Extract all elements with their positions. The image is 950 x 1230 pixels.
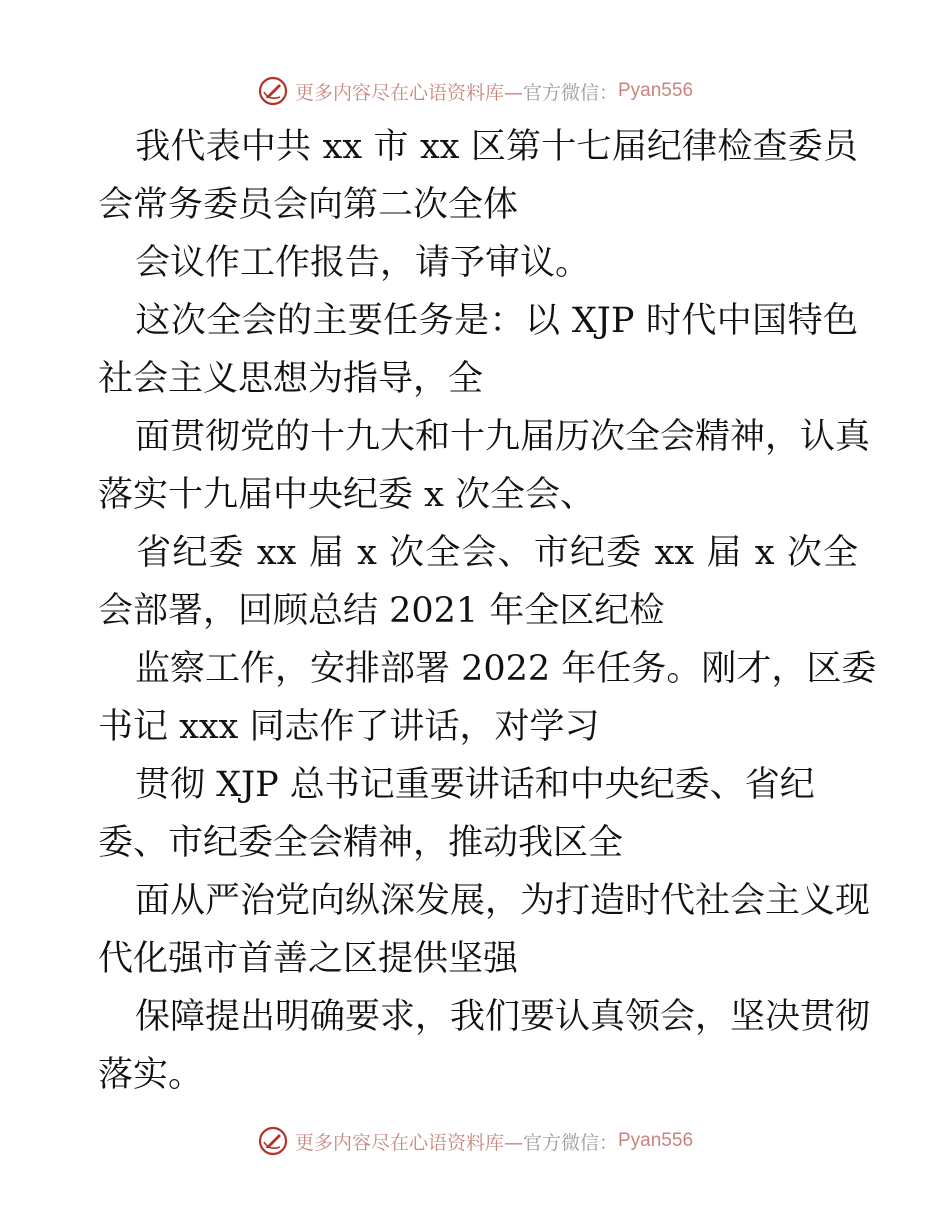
- paragraph-line: 社会主义思想为指导，全: [98, 359, 484, 399]
- paragraph-line: 代化强市首善之区提供坚强: [98, 939, 519, 979]
- paragraph-line: 委、市纪委全会精神，推动我区全: [98, 823, 624, 863]
- document-body: [98, 118, 877, 1104]
- watermark-wechat-label: 官方微信：: [522, 1131, 618, 1154]
- paragraph-line: 面贯彻党的十九大和十九届历次全会精神，认真: [135, 417, 871, 457]
- footer-watermark: [0, 1121, 950, 1161]
- paragraph: [98, 988, 871, 1104]
- paragraph-line: 书记 xxx 同志作了讲话，对学习: [98, 707, 600, 747]
- library-logo-icon: [257, 1125, 289, 1157]
- paragraph-line: 这次全会的主要任务是：以 XJP 时代中国特色: [135, 301, 858, 341]
- paragraph: [98, 234, 858, 292]
- watermark-wechat-id: Pyan556: [618, 80, 694, 101]
- paragraph: [98, 640, 877, 756]
- paragraph-line: 会常务委员会向第二次全体: [98, 185, 519, 225]
- paragraph-line: 落实。: [98, 1055, 204, 1095]
- watermark-text: 更多内容尽在心语资料库—: [294, 81, 523, 104]
- paragraph-line: 面从严治党向纵深发展，为打造时代社会主义现: [135, 881, 871, 921]
- watermark-wechat-label: 官方微信：: [522, 81, 618, 104]
- paragraph: [98, 408, 871, 524]
- watermark-wechat-id: Pyan556: [618, 1130, 694, 1151]
- paragraph: [98, 118, 858, 234]
- watermark-text: 更多内容尽在心语资料库—: [294, 1131, 523, 1154]
- paragraph-line: 省纪委 xx 届 x 次全会、市纪委 xx 届 x 次全: [135, 533, 858, 573]
- paragraph: [98, 872, 871, 988]
- library-logo-icon: [257, 75, 289, 107]
- paragraph: [98, 524, 858, 640]
- paragraph-line: 监察工作，安排部署 2022 年任务。刚才，区委: [135, 649, 877, 689]
- paragraph-line: 会部署，回顾总结 2021 年全区纪检: [98, 591, 665, 631]
- paragraph-line: 会议作工作报告，请予审议。: [135, 243, 591, 283]
- paragraph: [98, 292, 858, 408]
- paragraph-line: 贯彻 XJP 总书记重要讲话和中央纪委、省纪: [135, 765, 815, 805]
- paragraph-line: 我代表中共 xx 市 xx 区第十七届纪律检查委员: [135, 127, 858, 167]
- paragraph: [98, 756, 858, 872]
- paragraph-line: 落实十九届中央纪委 x 次全会、: [98, 475, 595, 515]
- header-watermark: [0, 71, 950, 111]
- paragraph-line: 保障提出明确要求，我们要认真领会，坚决贯彻: [135, 997, 871, 1037]
